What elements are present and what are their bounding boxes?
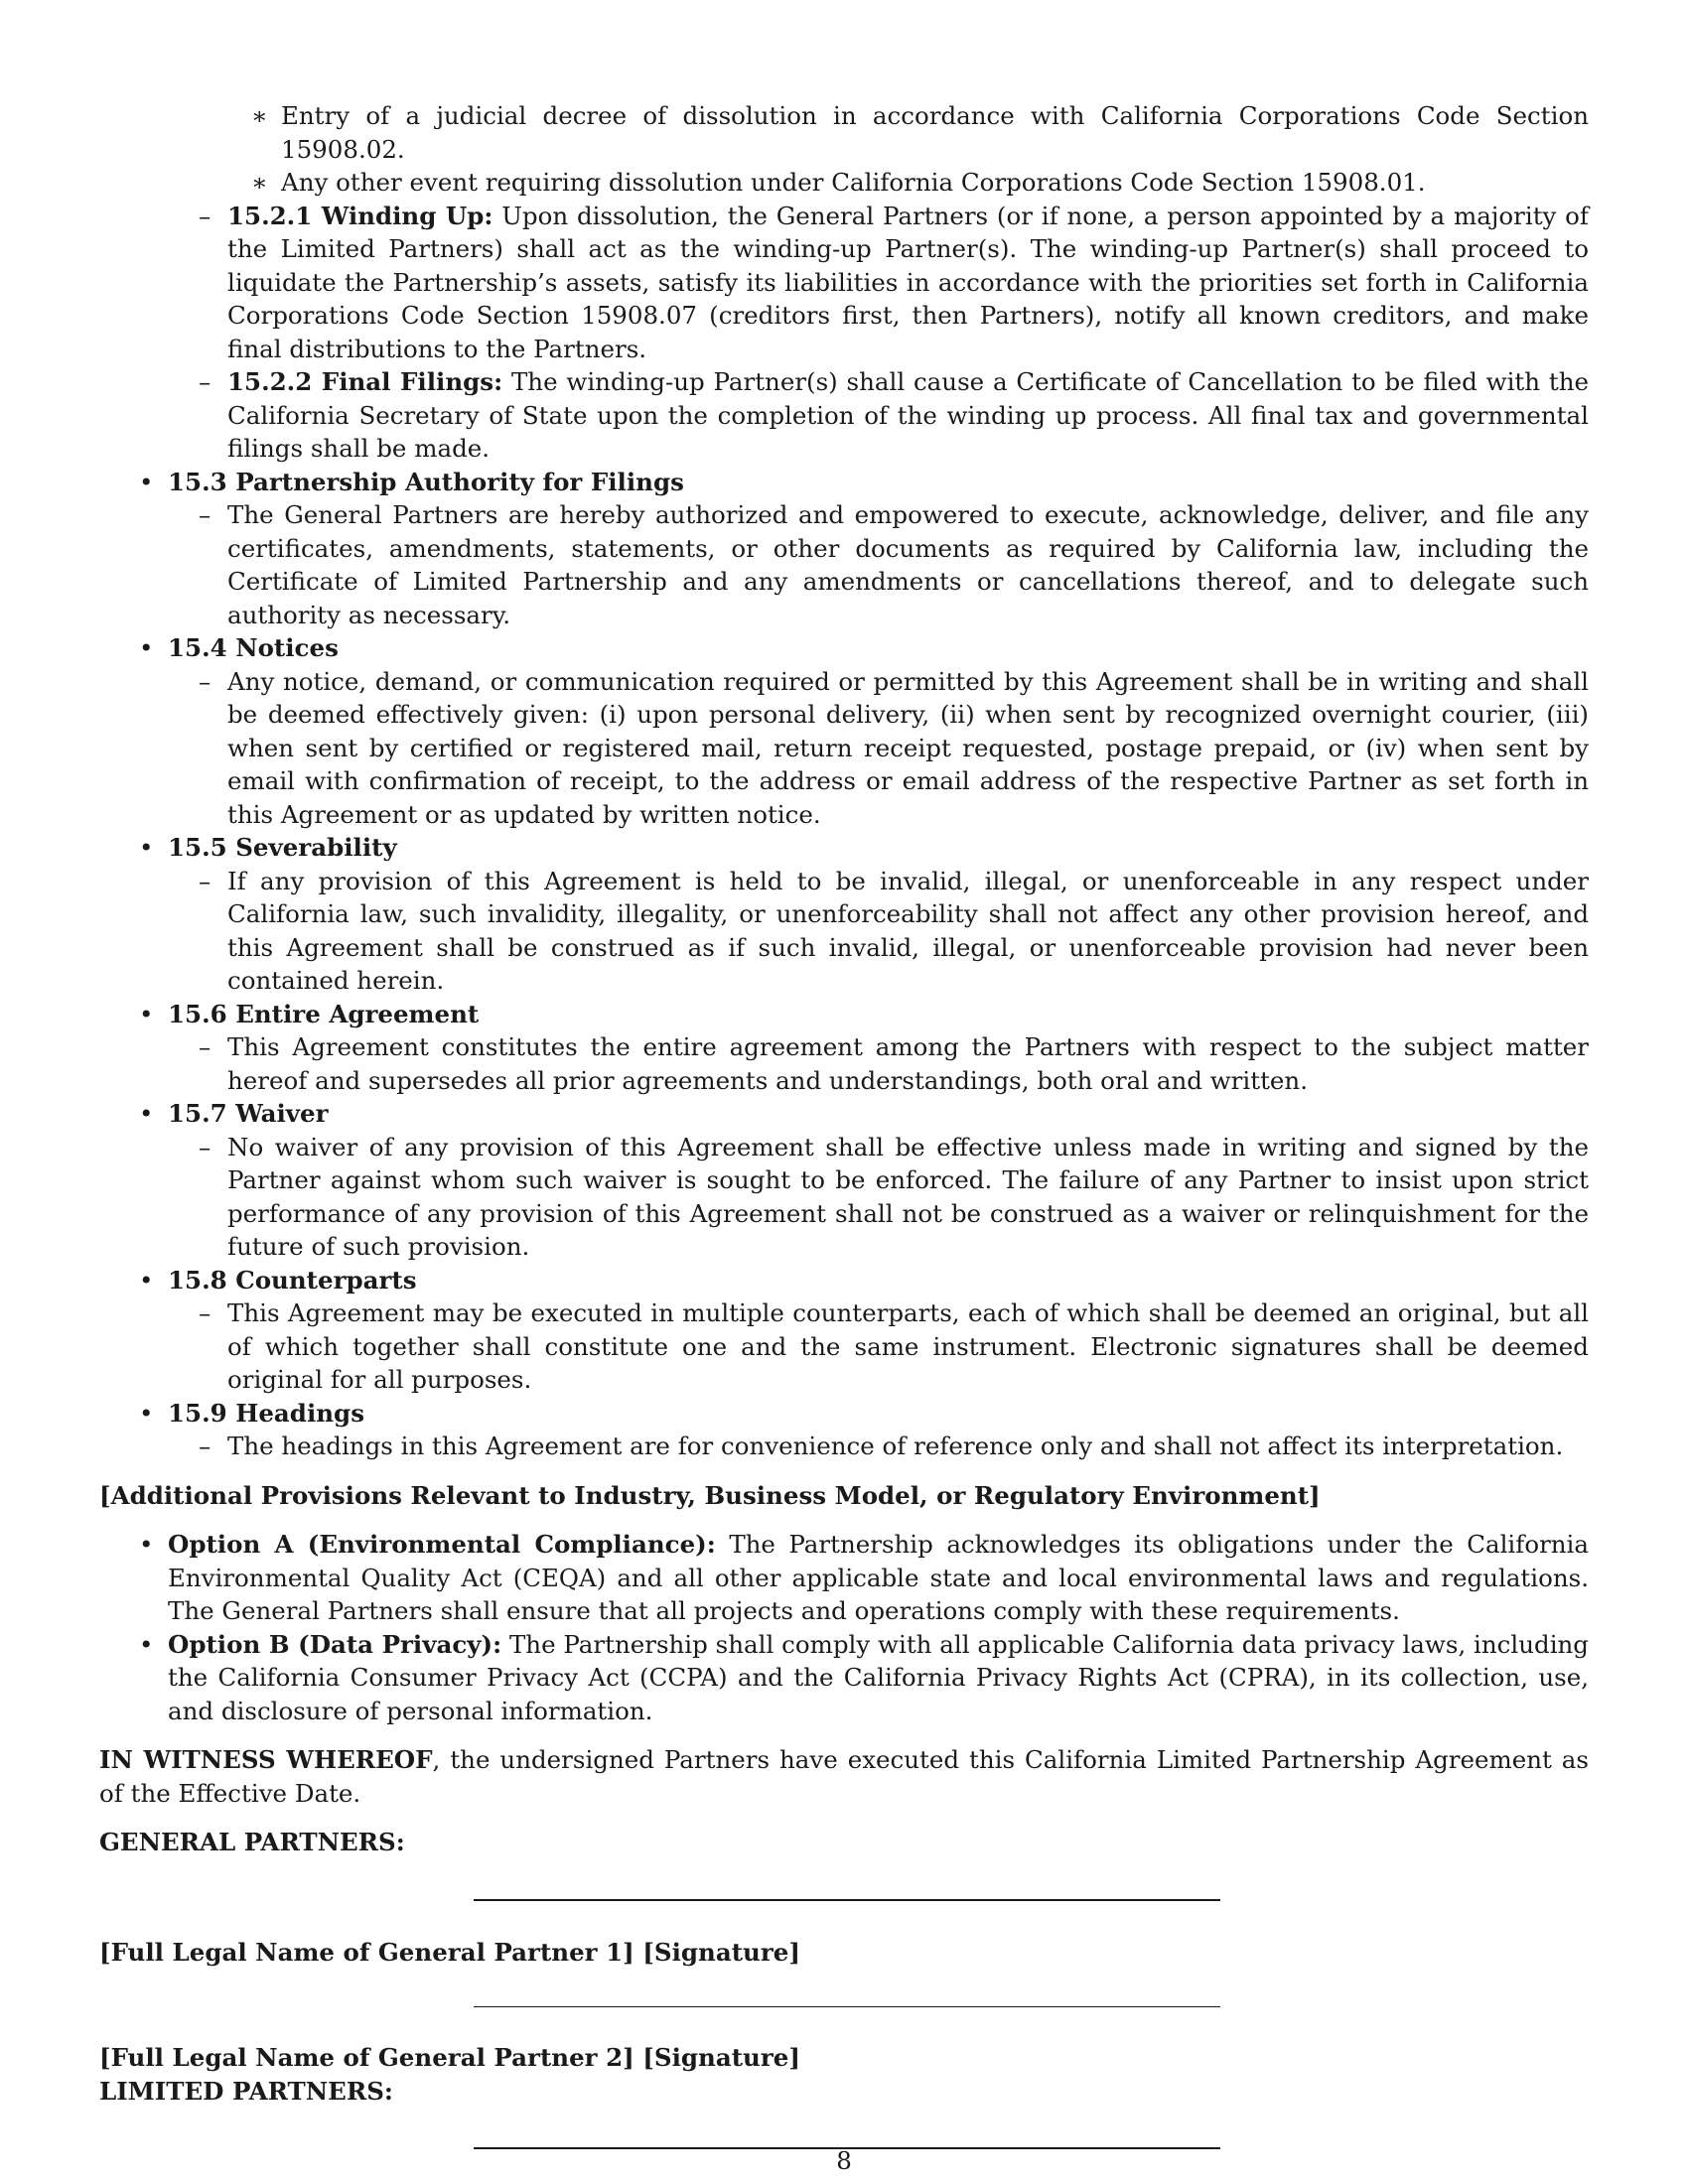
gp2-label: [Full Legal Name of General Partner 2] [Signature]: [99, 2043, 800, 2072]
list-item: [99, 166, 1589, 200]
additional-provisions-heading: [Additional Provisions Relevant to Industry, Business Model, or Regulatory Environment]: [99, 1480, 1321, 1510]
general-partners-heading: GENERAL PARTNERS:: [99, 1828, 405, 1856]
item-text: Entry of a judicial decree of dissolution in accordance with California Corporations Code Section 15908.02.: [281, 101, 1589, 164]
section-heading: • 15.5 Severability: [99, 831, 1589, 865]
section-heading: • 15.8 Counterparts: [99, 1264, 1589, 1297]
dash-marker: –: [199, 866, 211, 895]
bullet-marker: •: [139, 1629, 154, 1659]
dash-marker: –: [199, 500, 211, 529]
page-number: 8: [836, 2146, 852, 2175]
option-title: Option A (Environmental Compliance):: [168, 1530, 716, 1559]
item-text: Any other event requiring dissolution under California Corporations Code Section 15908.01.: [281, 168, 1426, 197]
section-15-6-text: – This Agreement constitutes the entire agreement among the Partners with respect to the subject matter hereof and supersedes all prior agreements and understandings, both oral and written.: [199, 1032, 1589, 1095]
section-heading: • 15.9 Headings: [99, 1397, 1589, 1431]
section-title: 15.2.1 Winding Up:: [227, 201, 493, 230]
bullet-marker: •: [139, 999, 154, 1028]
witness-text: , the undersigned Partners have executed this California Limited Partnership Agreement as of the Effective Date.: [99, 1745, 1589, 1808]
dash-marker: –: [199, 1432, 211, 1460]
section-15-2-2: [99, 365, 1589, 466]
section-heading: • 15.6 Entire Agreement: [99, 998, 1589, 1031]
section-15-2-1: [99, 200, 1589, 366]
dash-marker: –: [199, 666, 211, 696]
section-title: 15.2.2 Final Filings:: [227, 367, 503, 396]
section-15-7-text: – No waiver of any provision of this Agreement shall be effective unless made in writing and signed by the Partner against whom such waiver is sought to be enforced. The failure of any Partner to insist upon strict performance of any provision of this Agreement shall not be construed as a waiver or relinquishment for the future of such provision.: [199, 1132, 1589, 1261]
section-15-3-text: – The General Partners are hereby authorized and empowered to execute, acknowledge, deliver, and file any certificates, amendments, statements, or other documents as required by California law, including the Certificate of Limited Partnership and any amendments or cancellations thereof, and to delegate such authority as necessary.: [199, 500, 1589, 629]
dash-marker: –: [199, 1032, 211, 1061]
option-b: [99, 1628, 1589, 1728]
dash-marker: –: [199, 1298, 211, 1327]
bullet-marker: •: [139, 633, 154, 662]
dash-marker: –: [199, 367, 211, 396]
bullet-marker: •: [139, 833, 154, 862]
bullet-marker: •: [139, 1265, 154, 1295]
limited-partners-heading: LIMITED PARTNERS:: [99, 2076, 393, 2106]
section-heading: • 15.4 Notices: [99, 631, 1589, 665]
section-15-4-text: – Any notice, demand, or communication required or permitted by this Agreement shall be in writing and shall be deemed effectively given: (i) upon personal delivery, (ii) when sent by recognized overnight courier, (iii) when sent by certified or registered mail, return receipt requested, postage prepaid, or (iv) when sent by email with confirmation of receipt, to the address or email address of the respective Partner as set forth in this Agreement or as updated by written notice.: [199, 666, 1589, 829]
dash-marker: –: [199, 201, 211, 230]
section-heading: • 15.3 Partnership Authority for Filings: [99, 466, 1589, 499]
list-item: [99, 99, 1589, 166]
gp1-label: [Full Legal Name of General Partner 1] [Signature]: [99, 1937, 800, 1967]
section-15-8-text: – This Agreement may be executed in multiple counterparts, each of which shall be deemed an original, but all of which together shall constitute one and the same instrument. Electronic signatures shall be deemed original for all purposes.: [199, 1298, 1589, 1394]
bullet-marker: •: [139, 1099, 154, 1128]
bullet-marker: •: [139, 1398, 154, 1428]
star-marker: ∗: [251, 168, 268, 197]
option-text: The Partnership acknowledges its obligations under the California Environmental Quality Act (CEQA) and all other applicable state and local environmental laws and regulations. The General Partners shall ensure that all projects and operations comply with these requirements.: [168, 1530, 1589, 1625]
bullet-marker: •: [139, 467, 154, 496]
section-15-9-text: – The headings in this Agreement are for convenience of reference only and shall not affect its interpretation.: [99, 1430, 1589, 1463]
option-title: Option B (Data Privacy):: [168, 1629, 502, 1659]
bullet-marker: •: [139, 1530, 154, 1559]
section-text: The winding-up Partner(s) shall cause a Certificate of Cancellation to be filed with the California Secretary of State upon the completion of the winding up process. All final tax and governmental filings shall be made.: [227, 367, 1589, 463]
section-text: Upon dissolution, the General Partners (or if none, a person appointed by a majority of the Limited Partners) shall act as the winding-up Partner(s). The winding-up Partner(s) shall proceed to liquidate the Partnership’s assets, satisfy its liabilities in accordance with the priorities set forth in California Corporations Code Section 15908.07 (creditors first, then Partners), notify all known creditors, and make final distributions to the Partners.: [227, 201, 1589, 363]
section-15-5-text: – If any provision of this Agreement is held to be invalid, illegal, or unenforceable in any respect under California law, such invalidity, illegality, or unenforceability shall not affect any other provision hereof, and this Agreement shall be construed as if such invalid, illegal, or unenforceable provision had never been contained herein.: [199, 866, 1589, 995]
star-marker: ∗: [251, 101, 268, 130]
witness-lead: IN WITNESS WHEREOF: [99, 1745, 433, 1774]
dash-marker: –: [199, 1132, 211, 1161]
option-a: [99, 1528, 1589, 1628]
witness-paragraph: [99, 1743, 1589, 1810]
section-heading: • 15.7 Waiver: [99, 1097, 1589, 1131]
document-page: [99, 99, 1589, 2149]
option-text: The Partnership shall comply with all applicable California data privacy laws, including the California Consumer Privacy Act (CCPA) and the California Privacy Rights Act (CPRA), in its collection, use, and disclosure of personal information.: [168, 1629, 1589, 1725]
